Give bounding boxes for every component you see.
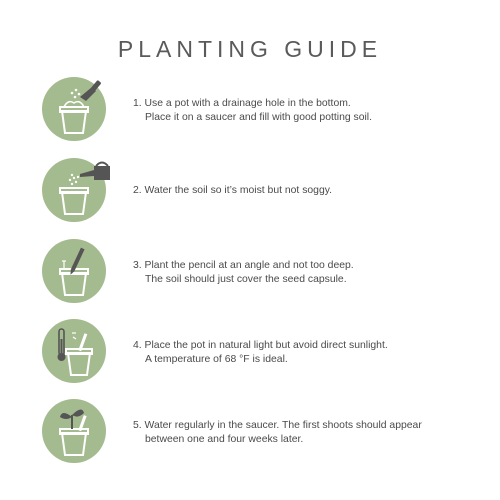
pencil-pot-icon bbox=[42, 239, 106, 303]
step-4-line-2: A temperature of 68 °F is ideal. bbox=[145, 354, 288, 365]
thermometer-pot-icon bbox=[42, 319, 106, 383]
page-title: PLANTING GUIDE bbox=[117, 36, 383, 62]
step-3-line-1: 3. Plant the pencil at an angle and not too deep. bbox=[133, 260, 354, 271]
step-1 bbox=[0, 77, 500, 147]
sprout-pot-icon bbox=[42, 399, 106, 463]
step-4 bbox=[0, 319, 500, 389]
step-5 bbox=[0, 399, 500, 469]
step-4-line-1: 4. Place the pot in natural light but avoid direct sunlight. bbox=[133, 340, 388, 351]
step-3-line-2: The soil should just cover the seed capsule. bbox=[145, 274, 347, 285]
step-1-line-2: Place it on a saucer and fill with good potting soil. bbox=[145, 112, 372, 123]
watering-can-pot-icon bbox=[42, 158, 106, 222]
step-3 bbox=[0, 239, 500, 309]
step-2 bbox=[0, 158, 500, 228]
step-2-line-1: 2. Water the soil so it’s moist but not soggy. bbox=[133, 185, 333, 196]
step-5-line-1: 5. Water regularly in the saucer. The first shoots should appear bbox=[133, 420, 422, 431]
step-5-line-2: between one and four weeks later. bbox=[145, 434, 304, 445]
trowel-pot-icon bbox=[42, 77, 106, 141]
step-1-line-1: 1. Use a pot with a drainage hole in the bottom. bbox=[133, 98, 351, 109]
